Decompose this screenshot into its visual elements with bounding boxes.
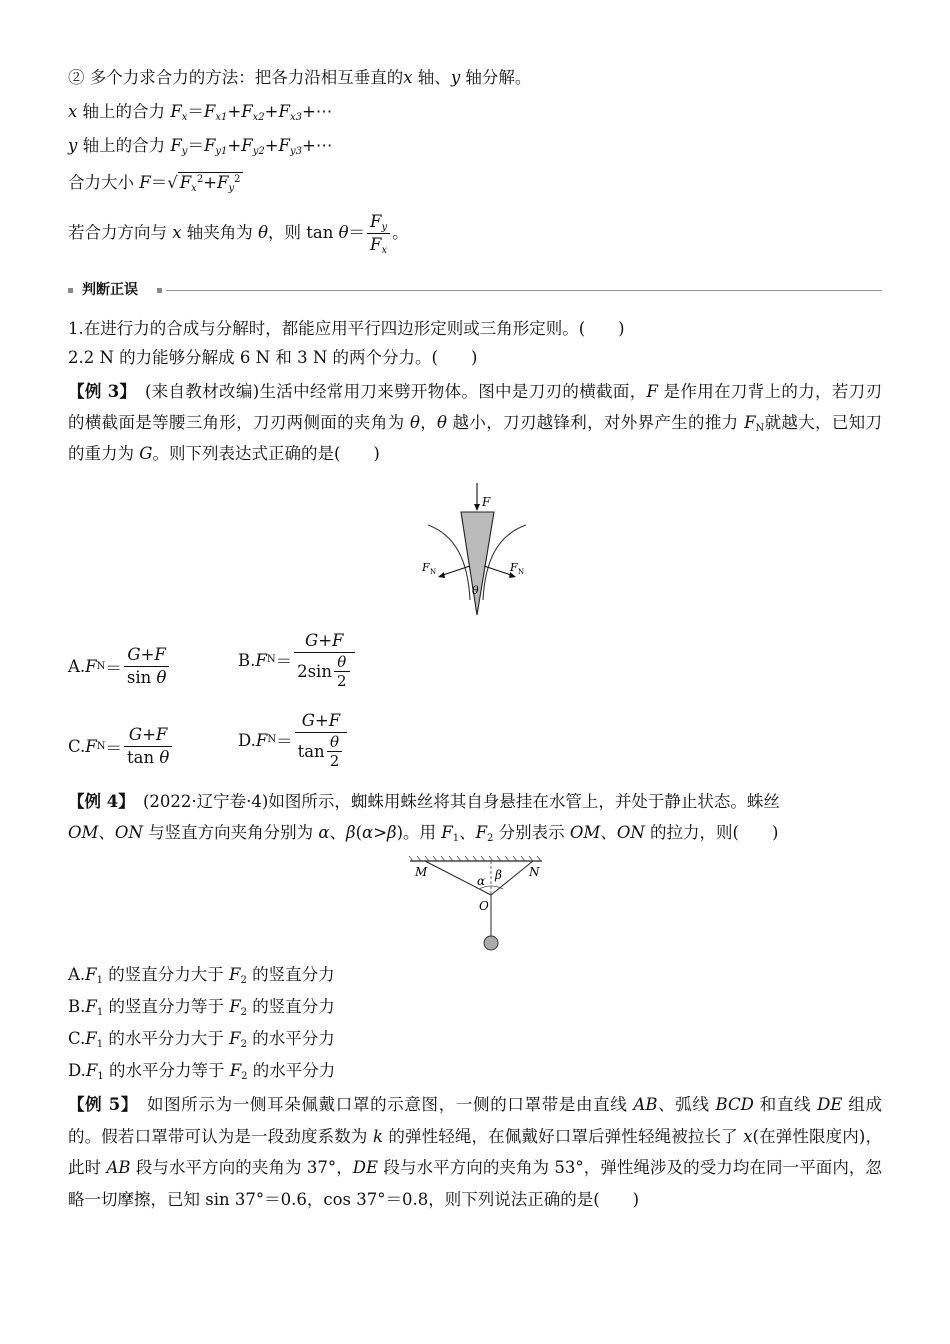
tan-fraction: $\frac{F_y}{F_x}$ [367, 211, 390, 256]
angle-line: 若合力方向与 x 轴夹角为 θ，则 tan θ＝ $\frac{F_y}{F_x}$ 。 [68, 212, 409, 256]
example3-option-b[interactable]: B. F N ＝ G+F 2sin $\frac{\theta}{2}$ [238, 630, 357, 690]
example4-option-d[interactable]: $D.F_1$ 的水平分力等于 $F_2$ 的水平分力 [68, 1061, 336, 1082]
judge-section-header [68, 280, 882, 300]
label-N: N [529, 865, 540, 879]
knife-figure [410, 480, 540, 620]
example4-stem: 【例 4】 (2022·辽宁卷·4)如图所示，蜘蛛用蛛丝将其自身悬挂在水管上，并处于静止状态。蛛丝 OM、ON 与竖直方向夹角分别为 α、β(α>β)。用 $F_1$、$F_2$ 分别表示 OM、ON 的拉力，则( ) [68, 792, 780, 844]
example3-option-d[interactable]: D. F N ＝ G+F tan $\frac{\theta}{2}$ [238, 710, 349, 770]
example3-label: 【例 3】 [68, 382, 129, 401]
method-intro-line: ② 多个力求合力的方法：把各力沿相互垂直的x 轴、y 轴分解。 [68, 68, 532, 87]
magnitude-line: 合力大小 F＝√ $F_x^2+F_y^2$ [68, 173, 241, 194]
sqrt-body: $F_x^2+F_y^2$ [179, 173, 241, 194]
example3-option-c[interactable]: C. F N ＝ $\frac{G+F}{\text{tan θ}}$ [68, 724, 174, 769]
judge-q2: 2.2 N 的力能够分解成 6 N 和 3 N 的两个分力。( ) [68, 348, 478, 367]
bullet-square-icon [157, 288, 162, 293]
label-F: F [482, 495, 491, 509]
label-alpha: α [477, 874, 486, 888]
label-N-left: N [430, 568, 437, 576]
example5-label: 【例 5】 [68, 1095, 130, 1114]
spider-figure [405, 855, 545, 955]
example3-option-a[interactable]: A. F N ＝ $\frac{G+F}{\text{sin θ}}$ [68, 644, 171, 689]
example4-option-b[interactable]: $B.F_1$ 的竖直分力等于 $F_2$ 的竖直分力 [68, 997, 335, 1018]
y-resultant-line: y 轴上的合力 $F_y=F_{y1}+F_{y2}+F_{y3}+\cdots$ [68, 136, 333, 157]
example5-stem: 【例 5】 如图所示为一侧耳朵佩戴口罩的示意图，一侧的口罩带是由直线 AB、弧线 BCD 和直线 DE 组成的。假若口罩带可认为是一段劲度系数为 k 的弹性轻绳，在佩戴好口罩后弹性轻绳被拉长了 x(在弹性限度内)，此时 AB 段与水平方向的夹角为 37°，DE 段与水平方向的夹角为 53°，弹性绳涉及的受力均在同一平面内，忽略一切摩擦，已知 sin 37°＝0.6，cos 37°＝0.8，则下列说法正确的是( ) [68, 1095, 883, 1209]
label-FN-left: F [422, 561, 430, 574]
judge-q1: 1.在进行力的合成与分解时，都能应用平行四边形定则或三角形定则。( ) [68, 319, 625, 338]
label-theta: θ [472, 584, 479, 597]
label-O: O [479, 899, 489, 913]
example3-stem: 【例 3】 (来自教材改编)生活中经常用刀来劈开物体。图中是刀刃的横截面，F 是作用在刀背上的力，若刀刃的横截面是等腰三角形，刀刃两侧面的夹角为 θ，θ 越小，刀刃越锋利，对外界产生的推力 $F_N$就越大，已知刀的重力为 G。则下列表达式正确的是( ) [68, 382, 883, 463]
label-beta: β [495, 868, 502, 882]
example4-option-a[interactable]: $A.F_1$ 的竖直分力大于 $F_2$ 的竖直分力 [68, 965, 335, 986]
divider [166, 290, 882, 291]
x-resultant-line: x 轴上的合力 $F_x=F_{x1}+F_{x2}+F_{x3}+\cdots$ [68, 102, 333, 123]
bullet-square-icon [68, 288, 73, 293]
example4-option-c[interactable]: $C.F_1$ 的水平分力大于 $F_2$ 的水平分力 [68, 1029, 335, 1050]
label-N-right: N [518, 568, 525, 576]
label-FN-right: F [510, 561, 518, 574]
judge-title: 判断正误 [82, 282, 138, 298]
example4-label: 【例 4】 [68, 792, 127, 811]
label-M: M [415, 865, 428, 879]
radical-sign: √ [167, 173, 178, 192]
spider-ball [484, 936, 498, 950]
